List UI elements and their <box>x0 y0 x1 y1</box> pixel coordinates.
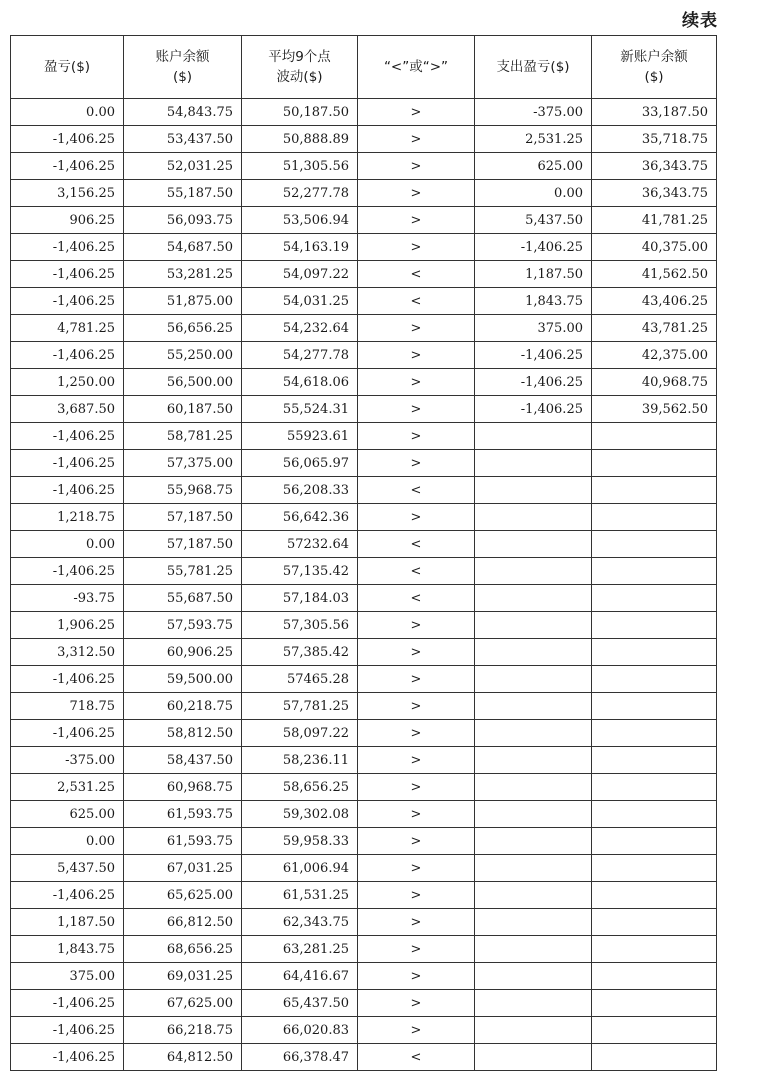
table-cell: 56,093.75 <box>124 207 242 234</box>
column-header-line: ($) <box>172 69 193 85</box>
column-header-line: 新账户余额 <box>620 49 688 65</box>
table-row <box>11 558 717 585</box>
table-cell: 58,236.11 <box>242 747 358 774</box>
table-cell: 57,184.03 <box>242 585 358 612</box>
table-cell <box>475 828 592 855</box>
comparison-cell: < <box>358 288 475 315</box>
table-cell <box>592 1044 717 1071</box>
table-cell: 68,656.25 <box>124 936 242 963</box>
table-cell: 2,531.25 <box>11 774 124 801</box>
table-cell <box>475 477 592 504</box>
comparison-cell: > <box>358 423 475 450</box>
comparison-cell: > <box>358 639 475 666</box>
table-row <box>11 423 717 450</box>
table-row <box>11 990 717 1017</box>
table-cell: 66,020.83 <box>242 1017 358 1044</box>
table-cell: 54,232.64 <box>242 315 358 342</box>
table-cell: 0.00 <box>11 531 124 558</box>
table-cell <box>475 720 592 747</box>
table-cell: 56,065.97 <box>242 450 358 477</box>
comparison-cell: > <box>358 720 475 747</box>
table-row <box>11 180 717 207</box>
comparison-cell: > <box>358 180 475 207</box>
table-cell: 51,875.00 <box>124 288 242 315</box>
comparison-cell: > <box>358 207 475 234</box>
table-cell: 69,031.25 <box>124 963 242 990</box>
table-cell <box>475 639 592 666</box>
table-row <box>11 720 717 747</box>
table-row <box>11 261 717 288</box>
table-cell: 53,281.25 <box>124 261 242 288</box>
comparison-cell: > <box>358 936 475 963</box>
table-cell <box>592 423 717 450</box>
table-cell: 33,187.50 <box>592 99 717 126</box>
table-cell: 58,437.50 <box>124 747 242 774</box>
table-cell <box>475 909 592 936</box>
table-cell <box>475 936 592 963</box>
table-cell: 56,642.36 <box>242 504 358 531</box>
column-header <box>475 36 592 99</box>
table-cell: -1,406.25 <box>475 369 592 396</box>
table-row <box>11 315 717 342</box>
column-header <box>11 36 124 99</box>
table-cell: 55,187.50 <box>124 180 242 207</box>
table-cell: 56,500.00 <box>124 369 242 396</box>
comparison-cell: < <box>358 261 475 288</box>
table-cell: 60,968.75 <box>124 774 242 801</box>
comparison-cell: > <box>358 666 475 693</box>
table-cell: 1,906.25 <box>11 612 124 639</box>
table-cell: 66,378.47 <box>242 1044 358 1071</box>
table-row <box>11 909 717 936</box>
table-cell: -93.75 <box>11 585 124 612</box>
table-row <box>11 936 717 963</box>
table-cell: 375.00 <box>11 963 124 990</box>
table-cell <box>592 855 717 882</box>
data-table <box>10 35 717 1071</box>
table-row <box>11 342 717 369</box>
table-cell: 61,006.94 <box>242 855 358 882</box>
table-cell: -1,406.25 <box>475 234 592 261</box>
table-cell: 54,097.22 <box>242 261 358 288</box>
comparison-cell: > <box>358 693 475 720</box>
table-cell: 5,437.50 <box>11 855 124 882</box>
table-cell: -1,406.25 <box>11 477 124 504</box>
table-cell <box>592 666 717 693</box>
table-cell: 36,343.75 <box>592 180 717 207</box>
table-row <box>11 504 717 531</box>
table-cell: -1,406.25 <box>11 666 124 693</box>
table-cell <box>592 639 717 666</box>
table-row <box>11 882 717 909</box>
table-cell: 61,531.25 <box>242 882 358 909</box>
table-cell: 58,097.22 <box>242 720 358 747</box>
table-row <box>11 639 717 666</box>
table-cell: 57,593.75 <box>124 612 242 639</box>
table-cell: 1,250.00 <box>11 369 124 396</box>
table-cell: 63,281.25 <box>242 936 358 963</box>
comparison-cell: > <box>358 234 475 261</box>
table-cell: 67,031.25 <box>124 855 242 882</box>
comparison-cell: > <box>358 990 475 1017</box>
table-cell: 54,277.78 <box>242 342 358 369</box>
table-cell: 59,302.08 <box>242 801 358 828</box>
comparison-cell: > <box>358 882 475 909</box>
table-cell <box>592 882 717 909</box>
table-cell <box>475 450 592 477</box>
table-cell <box>592 828 717 855</box>
table-cell <box>475 1044 592 1071</box>
table-cell: -1,406.25 <box>11 342 124 369</box>
table-cell: 1,187.50 <box>475 261 592 288</box>
table-cell: 61,593.75 <box>124 828 242 855</box>
table-row <box>11 963 717 990</box>
table-row <box>11 99 717 126</box>
table-row <box>11 207 717 234</box>
table-cell: -1,406.25 <box>11 126 124 153</box>
table-cell: 56,656.25 <box>124 315 242 342</box>
table-row <box>11 828 717 855</box>
column-header-line: 盈亏($) <box>43 59 91 75</box>
table-cell: 57,781.25 <box>242 693 358 720</box>
table-cell: 3,156.25 <box>11 180 124 207</box>
table-cell: 67,625.00 <box>124 990 242 1017</box>
comparison-cell: > <box>358 1017 475 1044</box>
comparison-cell: > <box>358 855 475 882</box>
table-cell <box>592 801 717 828</box>
table-cell <box>592 531 717 558</box>
table-cell: 1,843.75 <box>475 288 592 315</box>
table-row <box>11 288 717 315</box>
table-cell <box>475 882 592 909</box>
table-cell: -1,406.25 <box>11 1044 124 1071</box>
comparison-cell: > <box>358 153 475 180</box>
table-cell: -1,406.25 <box>11 153 124 180</box>
column-header <box>124 36 242 99</box>
table-cell <box>475 423 592 450</box>
table-cell: 1,218.75 <box>11 504 124 531</box>
table-cell: 3,312.50 <box>11 639 124 666</box>
table-cell <box>592 720 717 747</box>
table-cell: 59,958.33 <box>242 828 358 855</box>
table-cell: 41,781.25 <box>592 207 717 234</box>
table-cell <box>592 693 717 720</box>
table-cell: 54,618.06 <box>242 369 358 396</box>
table-cell <box>475 531 592 558</box>
table-cell: -1,406.25 <box>11 234 124 261</box>
table-cell: -375.00 <box>475 99 592 126</box>
table-cell: -375.00 <box>11 747 124 774</box>
table-row <box>11 396 717 423</box>
table-cell: 55,524.31 <box>242 396 358 423</box>
table-row <box>11 801 717 828</box>
table-cell: 58,656.25 <box>242 774 358 801</box>
table-cell <box>592 936 717 963</box>
comparison-cell: > <box>358 396 475 423</box>
table-cell <box>475 504 592 531</box>
table-row <box>11 126 717 153</box>
table-cell <box>592 612 717 639</box>
table-cell: 36,343.75 <box>592 153 717 180</box>
table-cell: 375.00 <box>475 315 592 342</box>
table-cell: 43,406.25 <box>592 288 717 315</box>
table-cell: 55923.61 <box>242 423 358 450</box>
table-cell: 64,416.67 <box>242 963 358 990</box>
table-cell: 4,781.25 <box>11 315 124 342</box>
table-cell: 61,593.75 <box>124 801 242 828</box>
table-cell: 54,843.75 <box>124 99 242 126</box>
comparison-cell: > <box>358 369 475 396</box>
comparison-cell: > <box>358 774 475 801</box>
table-row <box>11 531 717 558</box>
table-cell: 66,812.50 <box>124 909 242 936</box>
table-cell: 50,187.50 <box>242 99 358 126</box>
table-row <box>11 693 717 720</box>
table-cell: 57,187.50 <box>124 531 242 558</box>
table-cell: 64,812.50 <box>124 1044 242 1071</box>
table-cell: 625.00 <box>475 153 592 180</box>
table-cell <box>592 774 717 801</box>
table-cell <box>592 1017 717 1044</box>
table-cell: 60,906.25 <box>124 639 242 666</box>
table-cell: 65,625.00 <box>124 882 242 909</box>
table-cell <box>475 558 592 585</box>
table-cell: -1,406.25 <box>11 558 124 585</box>
comparison-cell: > <box>358 828 475 855</box>
comparison-cell: > <box>358 909 475 936</box>
table-cell: 53,437.50 <box>124 126 242 153</box>
comparison-cell: > <box>358 963 475 990</box>
table-cell: 54,687.50 <box>124 234 242 261</box>
table-cell: 1,843.75 <box>11 936 124 963</box>
comparison-cell: < <box>358 558 475 585</box>
table-cell: 41,562.50 <box>592 261 717 288</box>
table-cell: -1,406.25 <box>11 882 124 909</box>
table-row <box>11 369 717 396</box>
table-cell <box>592 963 717 990</box>
table-cell: 906.25 <box>11 207 124 234</box>
table-cell: 56,208.33 <box>242 477 358 504</box>
table-cell: -1,406.25 <box>11 720 124 747</box>
table-cell: 62,343.75 <box>242 909 358 936</box>
table-cell: 66,218.75 <box>124 1017 242 1044</box>
comparison-cell: > <box>358 450 475 477</box>
table-cell: 51,305.56 <box>242 153 358 180</box>
table-cell: 54,031.25 <box>242 288 358 315</box>
column-header-line: “<”或“>” <box>383 59 449 75</box>
column-header <box>242 36 358 99</box>
table-cell <box>475 1017 592 1044</box>
table-cell <box>592 909 717 936</box>
table-cell: -1,406.25 <box>11 1017 124 1044</box>
table-cell: 57232.64 <box>242 531 358 558</box>
column-header <box>358 36 475 99</box>
comparison-cell: < <box>358 585 475 612</box>
table-cell: 40,375.00 <box>592 234 717 261</box>
table-cell: 2,531.25 <box>475 126 592 153</box>
table-cell: 54,163.19 <box>242 234 358 261</box>
table-cell: 35,718.75 <box>592 126 717 153</box>
table-row <box>11 747 717 774</box>
comparison-cell: > <box>358 801 475 828</box>
table-body <box>11 99 717 1071</box>
table-cell <box>475 990 592 1017</box>
table-cell <box>475 855 592 882</box>
table-cell <box>475 774 592 801</box>
table-cell: 718.75 <box>11 693 124 720</box>
comparison-cell: > <box>358 504 475 531</box>
column-header-line: 波动($) <box>276 69 323 85</box>
table-cell: 57,135.42 <box>242 558 358 585</box>
table-cell <box>475 747 592 774</box>
comparison-cell: > <box>358 342 475 369</box>
column-header-line: 支出盈亏($) <box>496 59 570 75</box>
table-cell: 57,385.42 <box>242 639 358 666</box>
table-cell: 52,031.25 <box>124 153 242 180</box>
table-row <box>11 1017 717 1044</box>
table-cell: 55,687.50 <box>124 585 242 612</box>
table-cell: 52,277.78 <box>242 180 358 207</box>
table-cell: 60,218.75 <box>124 693 242 720</box>
table-cell: -1,406.25 <box>11 990 124 1017</box>
comparison-cell: < <box>358 531 475 558</box>
table-cell: -1,406.25 <box>11 288 124 315</box>
table-cell <box>592 990 717 1017</box>
table-cell: 5,437.50 <box>475 207 592 234</box>
table-cell: 43,781.25 <box>592 315 717 342</box>
comparison-cell: < <box>358 477 475 504</box>
comparison-cell: > <box>358 612 475 639</box>
comparison-cell: > <box>358 126 475 153</box>
table-row <box>11 612 717 639</box>
table-cell <box>592 585 717 612</box>
table-cell: 0.00 <box>11 828 124 855</box>
table-cell: 57,305.56 <box>242 612 358 639</box>
table-caption: 续表 <box>682 11 718 31</box>
header-row <box>11 36 717 99</box>
table-cell <box>592 450 717 477</box>
table-cell: 55,250.00 <box>124 342 242 369</box>
column-header-line: 平均9个点 <box>268 49 331 65</box>
table-row <box>11 1044 717 1071</box>
column-header-line: 账户余额 <box>155 49 210 65</box>
table-cell: 58,812.50 <box>124 720 242 747</box>
table-cell <box>475 693 592 720</box>
table-cell: 55,781.25 <box>124 558 242 585</box>
table-row <box>11 774 717 801</box>
table-cell: 57,375.00 <box>124 450 242 477</box>
table-cell: 3,687.50 <box>11 396 124 423</box>
comparison-cell: > <box>358 747 475 774</box>
table-cell: -1,406.25 <box>11 261 124 288</box>
table-cell <box>475 963 592 990</box>
table-cell <box>475 666 592 693</box>
table-row <box>11 450 717 477</box>
table-row <box>11 477 717 504</box>
comparison-cell: > <box>358 315 475 342</box>
table-cell <box>475 801 592 828</box>
table-cell: -1,406.25 <box>475 396 592 423</box>
comparison-cell: < <box>358 1044 475 1071</box>
table-cell <box>592 477 717 504</box>
table-cell: 58,781.25 <box>124 423 242 450</box>
table-cell <box>592 504 717 531</box>
table-cell: 55,968.75 <box>124 477 242 504</box>
table-cell: -1,406.25 <box>11 450 124 477</box>
table-cell: -1,406.25 <box>11 423 124 450</box>
table-cell: 59,500.00 <box>124 666 242 693</box>
table-cell: 53,506.94 <box>242 207 358 234</box>
table-cell: 0.00 <box>475 180 592 207</box>
table-cell: 60,187.50 <box>124 396 242 423</box>
table-row <box>11 153 717 180</box>
comparison-cell: > <box>358 99 475 126</box>
table-row <box>11 855 717 882</box>
table-row <box>11 666 717 693</box>
table-cell: 65,437.50 <box>242 990 358 1017</box>
table-cell <box>475 585 592 612</box>
table-row <box>11 234 717 261</box>
table-cell <box>475 612 592 639</box>
table-cell: 39,562.50 <box>592 396 717 423</box>
table-cell: 57,187.50 <box>124 504 242 531</box>
column-header <box>592 36 717 99</box>
table-cell: 42,375.00 <box>592 342 717 369</box>
table-cell: 50,888.89 <box>242 126 358 153</box>
table-row <box>11 585 717 612</box>
table-cell: 1,187.50 <box>11 909 124 936</box>
column-header-line: ($) <box>644 69 664 85</box>
table-cell <box>592 747 717 774</box>
table-cell: 0.00 <box>11 99 124 126</box>
table-cell <box>592 558 717 585</box>
table-cell: 57465.28 <box>242 666 358 693</box>
table-cell: -1,406.25 <box>475 342 592 369</box>
table-cell: 40,968.75 <box>592 369 717 396</box>
table-cell: 625.00 <box>11 801 124 828</box>
